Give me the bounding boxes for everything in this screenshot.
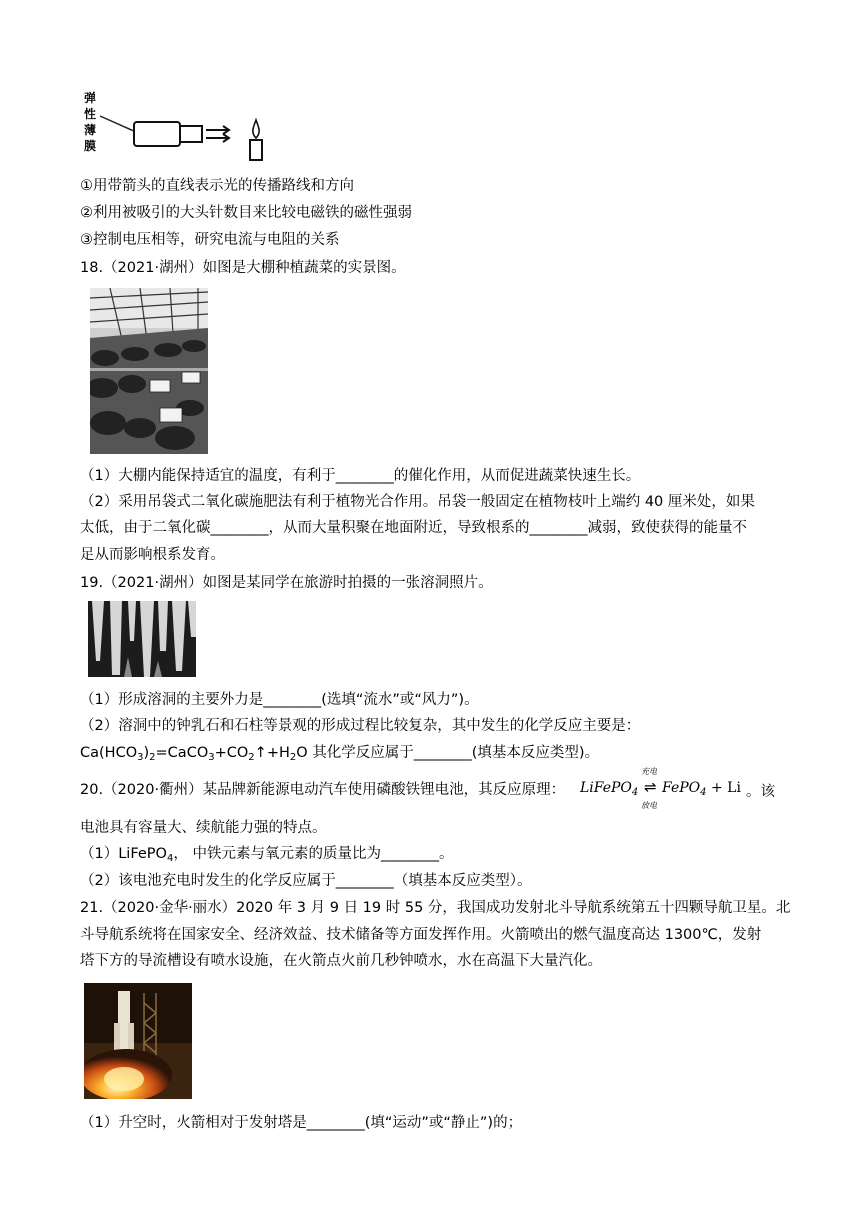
film-label-2: 性: [84, 107, 97, 121]
q19-equation-line: $Ca(HCO_3)_2=CaCO_3+CO_2↑+H_2O$ 其化学反应属于________(填基本反应类型)。: [80, 745, 600, 763]
q19-part2: （2）溶洞中的钟乳石和石柱等景观的形成过程比较复杂，其中发生的化学反应主要是：: [80, 718, 641, 734]
item-3: ③控制电压相等，研究电流与电阻的关系: [80, 232, 340, 248]
q20-part2: （2）该电池充电时发生的化学反应属于________（填基本反应类型）。: [80, 873, 532, 889]
tube-body: [134, 122, 180, 146]
q20-line2: 电池具有容量大、续航能力强的特点。: [80, 820, 327, 836]
q21-line2: 斗导航系统将在国家安全、经济效益、技术储备等方面发挥作用。火箭喷出的燃气温度高达 1300℃，发射: [80, 927, 762, 943]
eq-part-f: O 其化学反应属于________(填基本反应类型)。: [296, 745, 600, 761]
film-lamp-figure: [78, 88, 278, 168]
eq-arrows: ⇌: [644, 778, 657, 796]
q20-part1: （1）LiFePO$_4$， 中铁元素与氧元素的质量比为________。: [80, 846, 454, 864]
eq-part-d: +CO: [214, 745, 249, 761]
eq-rhs-li: + Li: [710, 780, 741, 796]
q20-part1-b: ， 中铁元素与氧元素的质量比为________。: [173, 846, 454, 862]
q21-part1: （1）升空时，火箭相对于发射塔是________(填“运动”或“静止”)的；: [80, 1115, 523, 1131]
film-label-3: 薄: [84, 123, 97, 137]
item-1: ①用带箭头的直线表示光的传播路线和方向: [80, 178, 354, 194]
cave-photo: [88, 601, 196, 677]
item-2: ②利用被吸引的大头针数目来比较电磁铁的磁性强弱: [80, 205, 412, 221]
eq-part-b: ): [143, 745, 150, 761]
tube-nozzle: [180, 126, 202, 142]
q20-reaction: [580, 766, 780, 814]
q20-part1-a: （1）LiFePO: [80, 846, 167, 862]
eq-rhs-text: FePO: [662, 780, 701, 796]
q20-heading: 20.（2020·衢州）某品牌新能源电动汽车使用磷酸铁锂电池，其反应原理：: [80, 782, 566, 798]
candle-body: [250, 140, 262, 160]
eq-rhs: FePO$_4$ + Li: [662, 780, 741, 798]
q21-line3: 塔下方的导流槽设有喷水设施，在火箭点火前几秒钟喷水，水在高温下大量汽化。: [80, 953, 602, 969]
eq-lhs: LiFePO$_4$: [580, 780, 639, 798]
eq-part-a: Ca(HCO: [80, 745, 138, 761]
q18-part2-line1: （2）采用吊袋式二氧化碳施肥法有利于植物光合作用。吊袋一般固定在植物枝叶上端约 40 厘米处，如果: [80, 494, 755, 510]
eq-part-e: ↑+H: [254, 745, 290, 761]
film-label-1: 弹: [84, 91, 97, 105]
q18-heading: 18.（2021·湖州）如图是大棚种植蔬菜的实景图。: [80, 260, 406, 276]
label-pointer: [100, 116, 136, 132]
q19-part1: （1）形成溶洞的主要外力是________(选填“流水”或“风力”)。: [80, 692, 479, 708]
rocket-launch-photo: [84, 983, 192, 1099]
eq-discharge-label: 放电: [641, 801, 657, 810]
eq-charge-label: 充电: [641, 767, 657, 776]
candle-flame: [253, 120, 259, 138]
greenhouse-photo: [90, 288, 208, 454]
q18-part1: （1）大棚内能保持适宜的温度，有利于________的催化作用，从而促进蔬菜快速生长。: [80, 468, 641, 484]
eq-part-c: =CaCO: [155, 745, 209, 761]
q18-part2-line2: 太低，由于二氧化碳________，从而大量积聚在地面附近，导致根系的________减弱，致使获得的能量不: [80, 520, 747, 536]
film-label-4: 膜: [84, 139, 97, 153]
q19-heading: 19.（2021·湖州）如图是某同学在旅游时拍摄的一张溶洞照片。: [80, 575, 493, 591]
q21-line1: 21.（2020·金华·丽水）2020 年 3 月 9 日 19 时 55 分，我国成功发射北斗导航系统第五十四颗导航卫星。北: [80, 900, 791, 916]
q18-part2-line3: 足从而影响根系发育。: [80, 547, 225, 563]
eq-tail: 。该: [746, 784, 775, 800]
eq-lhs-text: LiFePO: [580, 780, 632, 796]
